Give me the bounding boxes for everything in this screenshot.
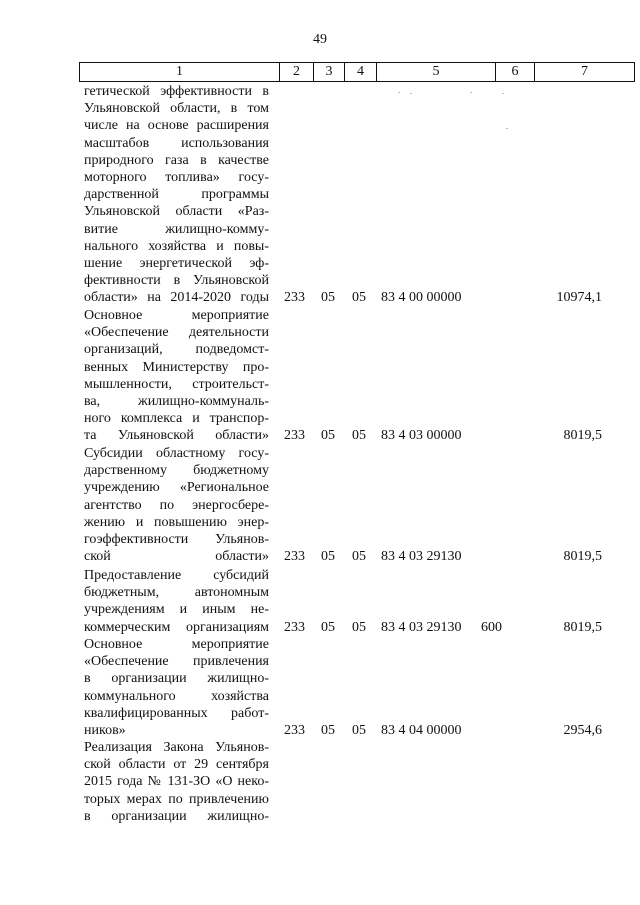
description-line: Реализация Закона Ульянов- bbox=[84, 740, 269, 755]
description-line: области» на 2014-2020 годы bbox=[84, 290, 269, 306]
header-col-3: 3 bbox=[314, 63, 345, 82]
description-line: Ульяновской области «Раз- bbox=[84, 204, 269, 220]
row-col-2: 233 bbox=[284, 290, 305, 306]
description-line: моторного топлива» госу- bbox=[84, 169, 269, 185]
row-col-5: 83 4 04 00000 bbox=[381, 723, 462, 738]
row-col-7: 8019,5 bbox=[563, 428, 602, 444]
description-line: Ульяновской области, в том bbox=[84, 101, 269, 117]
description-line: организаций, подведомст- bbox=[84, 342, 269, 358]
description-line: «Обеспечение привлечения bbox=[84, 654, 269, 670]
header-col-7: 7 bbox=[535, 63, 635, 82]
description-line: в организации жилищно- bbox=[84, 808, 269, 824]
row-col-3: 05 bbox=[321, 549, 335, 565]
header-col-4: 4 bbox=[345, 63, 377, 82]
row-description bbox=[84, 636, 269, 739]
row-col-2: 233 bbox=[284, 428, 305, 444]
page-number: 49 bbox=[313, 32, 327, 47]
description-line: в организации жилищно- bbox=[84, 671, 269, 687]
description-line: ников» bbox=[84, 722, 126, 738]
row-col-7: 8019,5 bbox=[563, 619, 602, 635]
description-line: числе на основе расширения bbox=[84, 118, 269, 134]
description-line: Основное мероприятие bbox=[84, 637, 269, 652]
description-line: венных Министерству про- bbox=[84, 359, 269, 375]
description-line: Субсидии областному госу- bbox=[84, 446, 269, 461]
description-line: учреждению «Региональное bbox=[84, 480, 269, 496]
description-line: 2015 года № 131-ЗО «О неко- bbox=[84, 774, 269, 790]
description-line: гоэффективности Ульянов- bbox=[84, 531, 269, 547]
description-line: коммунального хозяйства bbox=[84, 688, 269, 704]
row-col-5: 83 4 03 00000 bbox=[381, 428, 462, 444]
row-description bbox=[84, 307, 269, 445]
description-line: «Обеспечение деятельности bbox=[84, 325, 269, 341]
row-col-3: 05 bbox=[321, 619, 335, 635]
row-col-2: 233 bbox=[284, 619, 305, 635]
description-line: витие жилищно-комму- bbox=[84, 221, 269, 237]
header-col-6: 6 bbox=[496, 63, 535, 82]
description-line: фективности в Ульяновской bbox=[84, 273, 269, 289]
description-line: природного газа в качестве bbox=[84, 152, 269, 168]
description-line: дарственному бюджетному bbox=[84, 463, 269, 479]
row-col-3: 05 bbox=[321, 428, 335, 444]
description-line: дарственной программы bbox=[84, 187, 269, 203]
row-col-3: 05 bbox=[321, 723, 335, 738]
row-description bbox=[84, 83, 269, 306]
description-line: учреждениям и иным не- bbox=[84, 602, 269, 618]
row-col-6: 600 bbox=[481, 619, 502, 635]
row-col-4: 05 bbox=[352, 290, 366, 306]
row-col-2: 233 bbox=[284, 723, 305, 738]
row-col-4: 05 bbox=[352, 428, 366, 444]
row-col-2: 233 bbox=[284, 549, 305, 565]
row-col-4: 05 bbox=[352, 549, 366, 565]
description-line: квалифицированных работ- bbox=[84, 705, 269, 721]
row-col-4: 05 bbox=[352, 619, 366, 635]
description-line: ного комплекса и транспор- bbox=[84, 411, 269, 427]
scan-speck bbox=[502, 93, 504, 94]
description-line: жению и повышению энер- bbox=[84, 514, 269, 530]
header-col-2: 2 bbox=[280, 63, 314, 82]
description-line: та Ульяновской области» bbox=[84, 428, 269, 444]
description-line: агентство по энергосбере- bbox=[84, 497, 269, 513]
row-col-5: 83 4 00 00000 bbox=[381, 290, 462, 306]
row-description bbox=[84, 739, 269, 825]
scan-speck bbox=[398, 92, 400, 93]
description-line: мышленности, строительст- bbox=[84, 376, 269, 392]
row-description bbox=[84, 445, 269, 565]
description-line: шение энергетической эф- bbox=[84, 255, 269, 271]
header-col-1: 1 bbox=[80, 63, 280, 82]
table-header bbox=[79, 62, 635, 82]
description-line: ва, жилищно-коммуналь- bbox=[84, 393, 269, 409]
description-line: ской области от 29 сентября bbox=[84, 757, 269, 773]
header-col-5: 5 bbox=[377, 63, 496, 82]
row-description bbox=[84, 567, 269, 636]
row-col-7: 2954,6 bbox=[563, 723, 602, 738]
scan-speck bbox=[470, 92, 472, 93]
row-col-3: 05 bbox=[321, 290, 335, 306]
row-col-5: 83 4 03 29130 bbox=[381, 619, 462, 635]
description-line: гетической эффективности в bbox=[84, 84, 269, 99]
description-line: Предоставление субсидий bbox=[84, 568, 269, 583]
scan-speck bbox=[410, 93, 412, 94]
row-col-4: 05 bbox=[352, 723, 366, 738]
description-line: нального хозяйства и повы- bbox=[84, 238, 269, 254]
description-line: ской области» bbox=[84, 549, 269, 565]
description-line: торых мерах по привлечению bbox=[84, 791, 269, 807]
description-line: Основное мероприятие bbox=[84, 308, 269, 323]
description-line: коммерческим организациям bbox=[84, 619, 269, 635]
description-line: бюджетным, автономным bbox=[84, 585, 269, 601]
scan-speck bbox=[506, 128, 508, 129]
description-line: масштабов использования bbox=[84, 135, 269, 151]
row-col-7: 10974,1 bbox=[556, 290, 602, 306]
row-col-7: 8019,5 bbox=[563, 549, 602, 565]
row-col-5: 83 4 03 29130 bbox=[381, 549, 462, 565]
